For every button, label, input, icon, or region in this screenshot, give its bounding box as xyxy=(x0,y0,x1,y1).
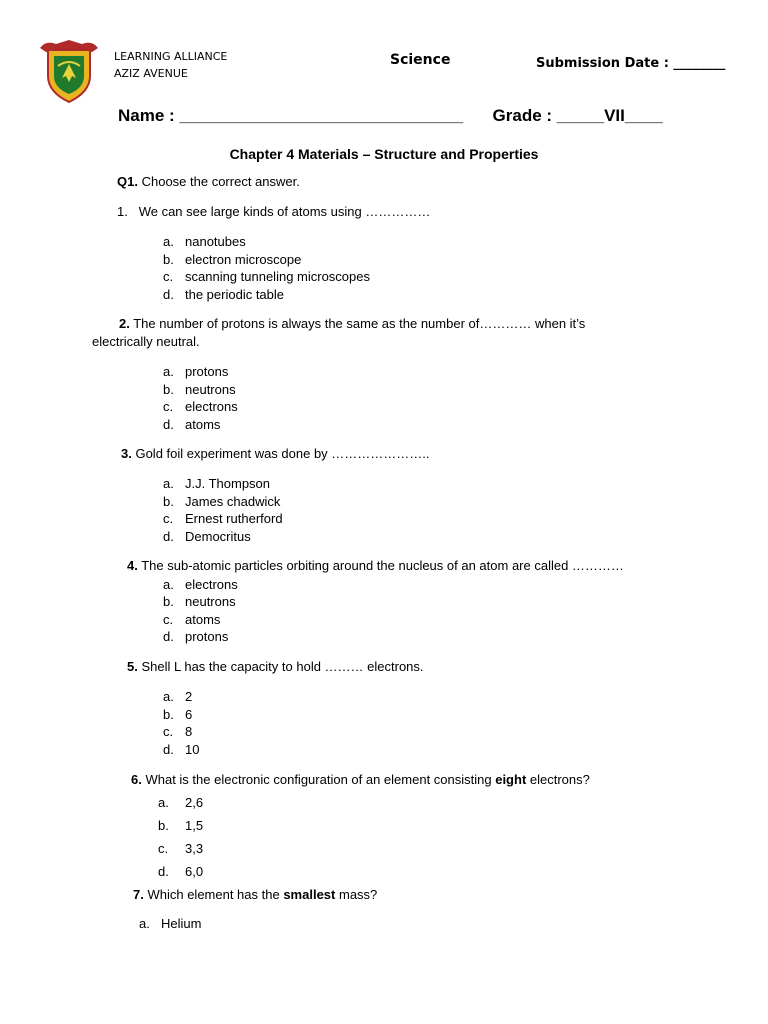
list-item: c. 8 xyxy=(163,724,193,739)
school-name-line1: LEARNING ALLIANCE xyxy=(114,50,228,63)
submission-date-blank: ________ xyxy=(673,56,726,71)
question-number: 5. xyxy=(127,659,138,674)
question-number: 2. xyxy=(119,316,130,331)
name-label: Name : xyxy=(118,106,175,125)
name-grade-line xyxy=(118,106,663,126)
question-1 xyxy=(117,204,430,219)
list-item: d. atoms xyxy=(163,417,221,432)
list-item: a. protons xyxy=(163,364,229,379)
question-text-emphasis: eight xyxy=(495,772,527,787)
list-item: c. atoms xyxy=(163,612,221,627)
subject-title: Science xyxy=(390,52,451,68)
question-text: We can see large kinds of atoms using …………… xyxy=(138,204,431,219)
school-crest-logo xyxy=(36,36,102,104)
list-item: b. neutrons xyxy=(163,594,236,609)
name-blank: ______________________________ xyxy=(179,106,464,125)
list-item: a. J.J. Thompson xyxy=(163,476,271,491)
grade-label: Grade : xyxy=(492,106,553,125)
list-item: a. electrons xyxy=(163,577,238,592)
question-5 xyxy=(127,659,424,674)
list-item: d. the periodic table xyxy=(163,287,285,302)
question-3 xyxy=(121,446,430,461)
q1-label: Q1. xyxy=(117,174,138,189)
submission-date-label: Submission Date : xyxy=(536,56,669,71)
question-number: 6. xyxy=(131,772,142,787)
list-item: b. 1,5 xyxy=(158,818,204,833)
list-item: b. electron microscope xyxy=(163,252,302,267)
list-item: c. scanning tunneling microscopes xyxy=(163,269,370,284)
question-text: Gold foil experiment was done by ………………….. xyxy=(135,446,430,461)
list-item: b. neutrons xyxy=(163,382,236,397)
question-text-end: mass? xyxy=(335,887,378,902)
question-number: 7. xyxy=(133,887,144,902)
question-number: 1. xyxy=(117,204,128,219)
question-text: The number of protons is always the same as the number of………… when it’s xyxy=(133,316,586,331)
question-text: The sub-atomic particles orbiting around the nucleus of an atom are called ………… xyxy=(141,558,624,573)
list-item: c. Ernest rutherford xyxy=(163,511,283,526)
school-name-line2: AZIZ AVENUE xyxy=(114,67,188,80)
list-item: a. 2,6 xyxy=(158,795,204,810)
list-item: d. 6,0 xyxy=(158,864,204,879)
submission-date xyxy=(536,56,725,71)
grade-value: _____VII____ xyxy=(556,106,663,125)
list-item: d. protons xyxy=(163,629,229,644)
list-item: a. Helium xyxy=(139,916,202,931)
question-text-end: electrons? xyxy=(526,772,590,787)
question-7 xyxy=(133,887,377,902)
question-text: Shell L has the capacity to hold ……… electrons. xyxy=(141,659,424,674)
list-item: d. Democritus xyxy=(163,529,251,544)
question-6 xyxy=(131,772,590,787)
question-text: Which element has the xyxy=(147,887,284,902)
chapter-title: Chapter 4 Materials – Structure and Properties xyxy=(229,146,539,162)
school-name xyxy=(114,48,227,82)
question-number: 4. xyxy=(127,558,138,573)
question-2-continued: electrically neutral. xyxy=(92,334,200,349)
q1-text: Choose the correct answer. xyxy=(141,174,300,189)
list-item: a. nanotubes xyxy=(163,234,246,249)
list-item: a. 2 xyxy=(163,689,193,704)
question-text-emphasis: smallest xyxy=(283,887,336,902)
list-item: c. electrons xyxy=(163,399,238,414)
question-2 xyxy=(119,316,585,331)
list-item: d. 10 xyxy=(163,742,200,757)
question-number: 3. xyxy=(121,446,132,461)
q1-instruction xyxy=(117,174,300,189)
list-item: b. James chadwick xyxy=(163,494,281,509)
question-text: What is the electronic configuration of an element consisting xyxy=(145,772,496,787)
list-item: c. 3,3 xyxy=(158,841,204,856)
list-item: b. 6 xyxy=(163,707,193,722)
question-4 xyxy=(127,558,624,573)
